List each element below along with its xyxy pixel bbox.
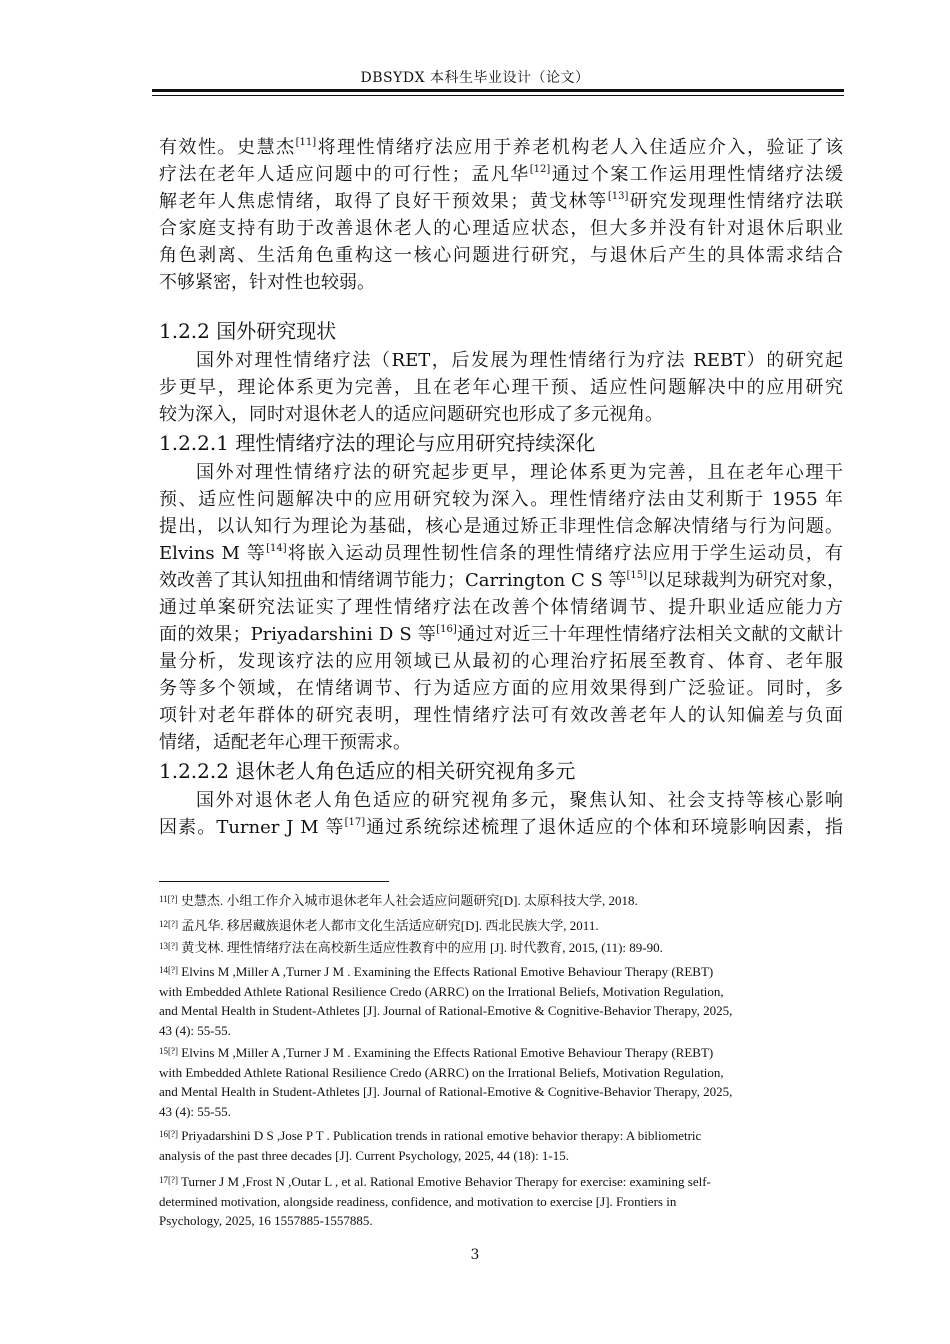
- footnote-16: $^{16[?]}$ Priyadarshini D S ,Jose P T . Publication trends in rational emotive behavior therapy: A bibliometric analysis of the past three decades [J]. Current Psychology, 2025, 44 (18): 1-15.: [159, 1128, 702, 1163]
- citation-13: [13]: [607, 191, 629, 202]
- footnote-label: 11[?]: [159, 894, 178, 904]
- footnote-separator: [159, 881, 389, 882]
- para4-line-1: 国外对退休老人角色适应的研究视角多元，聚焦认知、社会支持等核心影响: [196, 790, 843, 811]
- para1-line-1: 有效性。史慧杰[11]将理性情绪疗法应用于养老机构老人入住适应介入，验证了该: [159, 137, 844, 158]
- citation-14: [14]: [266, 543, 287, 554]
- header-rule-thin: [152, 95, 844, 96]
- footnote-17: $^{17[?]}$ Turner J M ,Frost N ,Outar L , et al. Rational Emotive Behavior Therapy for exercise: examining self- determined motivation, alongside readiness, confidence, and motivation to exercise [J]. Frontiers in Psychology, 2025, 16 1557885-1557885.: [159, 1174, 711, 1228]
- footnote-15: $^{15[?]}$ Elvins M ,Miller A ,Turner J M . Examining the Effects Rational Emotive Behaviour Therapy (REBT) with Embedded Athlete Rational Resilience Credo (ARRC) on the Irrational Beliefs, Motivation Regulation, and Mental Health in Student-Athletes [J]. Journal of Rational-Emotive & Cognitive-Behavior Therapy, 2025, 43 (4): 55-55.: [159, 1045, 733, 1119]
- citation-16: [16]: [436, 624, 457, 635]
- footnote-text: 史慧杰. 小组工作介入城市退休老年人社会适应问题研究[D]. 太原科技大学, 2018.: [180, 893, 638, 908]
- footnote-12: [159, 916, 843, 936]
- para3-line-1: 国外对理性情绪疗法的研究起步更早，理论体系更为完善，且在老年心理干: [196, 462, 843, 483]
- footnote-13: [159, 938, 843, 958]
- section-heading-1-2-2-2: 1.2.2.2 退休老人角色适应的相关研究视角多元: [159, 759, 576, 783]
- footnote-14: $^{14[?]}$ Elvins M ,Miller A ,Turner J M . Examining the Effects Rational Emotive Behaviour Therapy (REBT) with Embedded Athlete Rational Resilience Credo (ARRC) on the Irrational Beliefs, Motivation Regulation, and Mental Health in Student-Athletes [J]. Journal of Rational-Emotive & Cognitive-Behavior Therapy, 2025, 43 (4): 55-55.: [159, 964, 733, 1038]
- para3-line-9: 务等多个领域，在情绪调节、行为适应方面的应用效果得到广泛验证。同时，多: [159, 678, 843, 699]
- footnote-text: 孟凡华. 移居藏族退休老人都市文化生活适应研究[D]. 西北民族大学, 2011.: [181, 918, 599, 933]
- para2-line-3: 较为深入，同时对退休老人的适应问题研究也形成了多元视角。: [159, 404, 663, 425]
- footnote-text: 黄戈林. 理性情绪疗法在高校新生适应性教育中的应用 [J]. 时代教育, 2015, (11): 89-90.: [181, 940, 663, 955]
- para3-line-10: 项针对老年群体的研究表明，理性情绪疗法可有效改善老年人的认知偏差与负面: [159, 705, 843, 726]
- para3-line-3: 提出，以认知行为理论为基础，核心是通过矫正非理性信念解决情绪与行为问题。: [159, 516, 843, 537]
- para1-line-5: 角色剥离、生活角色重构这一核心问题进行研究，与退休后产生的具体需求结合: [159, 245, 843, 266]
- header-rule-thick: [152, 89, 844, 92]
- citation-17: [17]: [344, 817, 366, 828]
- para3-line-4: Elvins M 等[14]将嵌入运动员理性韧性信条的理性情绪疗法应用于学生运动员，有: [159, 543, 844, 564]
- para1-line-2: 疗法在老年人适应问题中的可行性；孟凡华[12]通过个案工作运用理性情绪疗法缓: [159, 164, 844, 185]
- citation-15: [15]: [626, 570, 648, 581]
- footnote-label: 16[?]: [159, 1129, 178, 1139]
- footnote-label: 12[?]: [159, 919, 178, 929]
- para3-line-6: 通过单案研究法证实了理性情绪疗法在改善个体情绪调节、提升职业适应能力方: [159, 597, 843, 618]
- footnote-11: [159, 891, 843, 911]
- footnote-label: 17[?]: [159, 1175, 178, 1185]
- para3-line-11: 情绪，适配老年心理干预需求。: [159, 732, 411, 753]
- footnote-label: 13[?]: [159, 941, 178, 951]
- para1-line-4: 合家庭支持有助于改善退休老人的心理适应状态，但大多并没有针对退休后职业: [159, 218, 843, 239]
- para3-line-8: 量分析，发现该疗法的应用领域已从最初的心理治疗拓展至教育、体育、老年服: [159, 651, 843, 672]
- para3-line-2: 预、适应性问题解决中的应用研究较为深入。理性情绪疗法由艾利斯于 1955 年: [159, 489, 843, 510]
- para1-line-6: 不够紧密，针对性也较弱。: [159, 272, 375, 293]
- page-header-title: DBSYDX 本科生毕业设计（论文）: [360, 70, 590, 86]
- citation-11: [11]: [295, 137, 317, 148]
- page-number: 3: [470, 1247, 480, 1263]
- footnote-label: 14[?]: [159, 965, 178, 975]
- para1-line-3: 解老年人焦虑情绪，取得了良好干预效果；黄戈林等[13]研究发现理性情绪疗法联: [159, 191, 844, 212]
- para2-line-2: 步更早，理论体系更为完善，且在老年心理干预、适应性问题解决中的应用研究: [159, 377, 843, 398]
- section-heading-1-2-2: 1.2.2 国外研究现状: [159, 319, 337, 343]
- section-heading-1-2-2-1: 1.2.2.1 理性情绪疗法的理论与应用研究持续深化: [159, 431, 596, 455]
- para2-line-1: 国外对理性情绪疗法（RET，后发展为理性情绪行为疗法 REBT）的研究起: [196, 350, 843, 371]
- citation-12: [12]: [529, 164, 551, 175]
- para3-line-5: 效改善了其认知扭曲和情绪调节能力；Carrington C S 等[15]以足球裁判为研究对象，: [159, 570, 846, 591]
- footnote-label: 15[?]: [159, 1046, 178, 1056]
- para3-line-7: 面的效果；Priyadarshini D S 等[16]通过对近三十年理性情绪疗法相关文献的文献计: [159, 624, 843, 645]
- para4-line-2: 因素。Turner J M 等[17]通过系统综述梳理了退休适应的个体和环境影响因素，指: [159, 817, 843, 838]
